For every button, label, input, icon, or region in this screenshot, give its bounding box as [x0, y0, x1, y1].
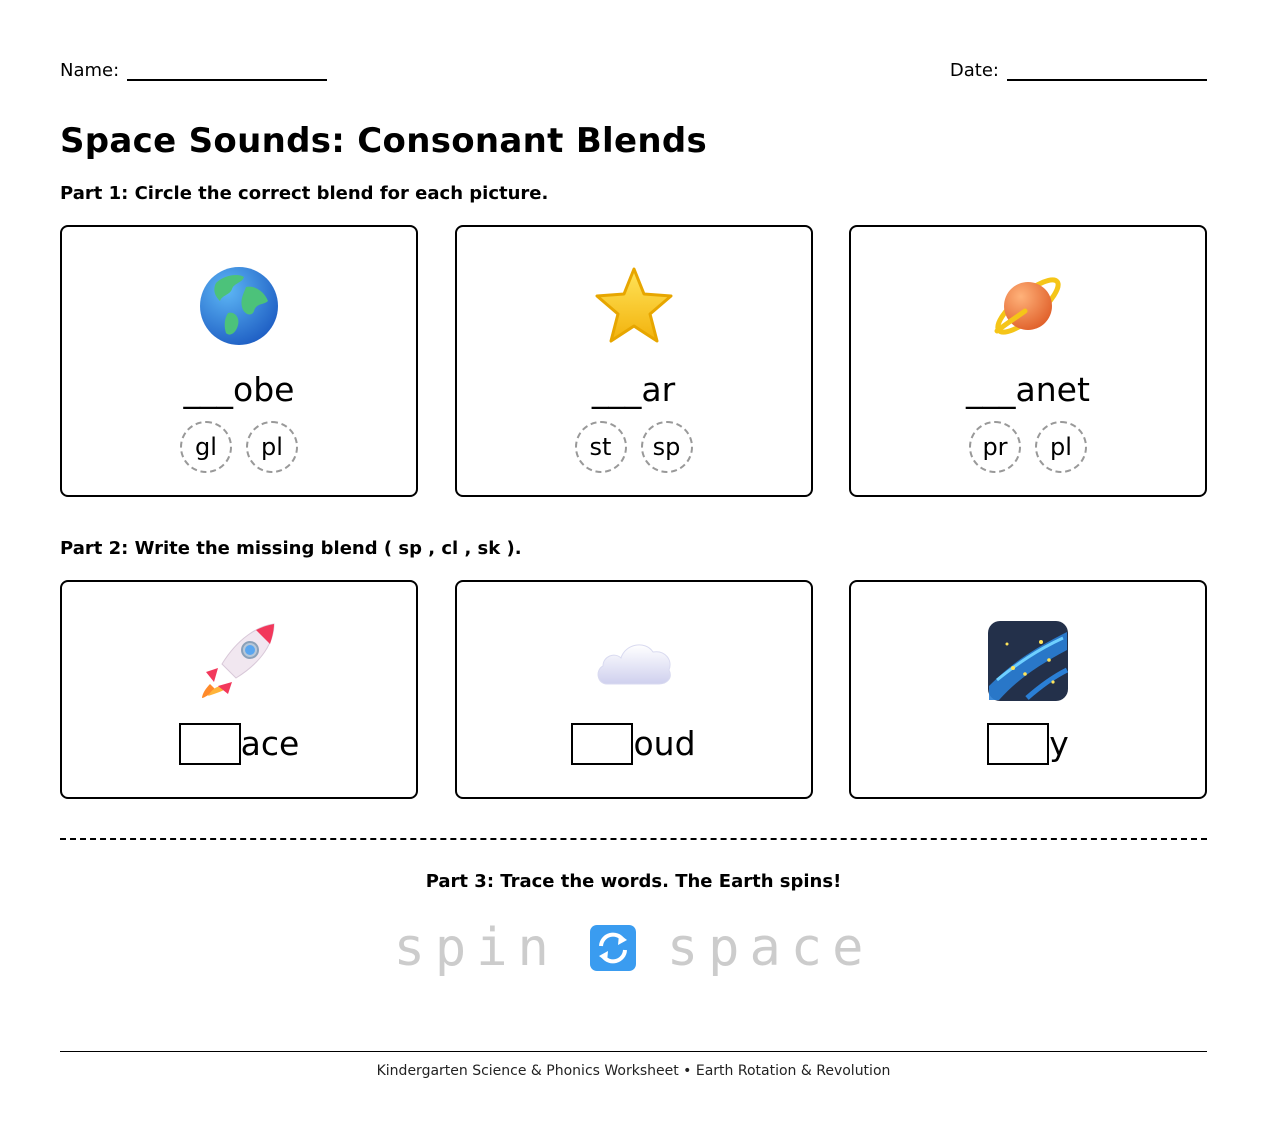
- blend-word: ___ar: [591, 370, 676, 409]
- name-field: [60, 60, 327, 81]
- footer-text: Kindergarten Science & Phonics Worksheet • Earth Rotation & Revolution: [376, 1063, 891, 1079]
- trace-word-spin: spin: [393, 918, 559, 978]
- date-input-line[interactable]: [1007, 63, 1207, 81]
- earth-globe-icon: [198, 265, 280, 347]
- cloud-icon: [593, 620, 675, 702]
- blend-option-st[interactable]: st: [575, 421, 627, 473]
- blend-answer-box[interactable]: [179, 723, 241, 765]
- missing-blend-card-cloud: [455, 580, 813, 799]
- section-divider: [60, 838, 1207, 840]
- missing-blend-word: [851, 723, 1205, 765]
- blend-answer-box[interactable]: [987, 723, 1049, 765]
- trace-row: [60, 918, 1207, 978]
- word-suffix: ace: [240, 724, 300, 763]
- blend-word: ___anet: [966, 370, 1090, 409]
- trace-word-space: space: [666, 918, 874, 978]
- missing-blend-card-space: [60, 580, 418, 799]
- missing-blend-word: [62, 723, 416, 765]
- ringed-planet-icon: [987, 265, 1069, 347]
- part3-heading: Part 3: Trace the words. The Earth spins!: [425, 871, 842, 892]
- blend-options: [62, 421, 416, 473]
- blend-options: [457, 421, 811, 473]
- word-suffix: oud: [633, 724, 696, 763]
- blend-answer-box[interactable]: [571, 723, 633, 765]
- blend-options: [851, 421, 1205, 473]
- name-label: Name:: [60, 60, 120, 81]
- blend-option-gl[interactable]: gl: [180, 421, 232, 473]
- part2-heading: Part 2: Write the missing blend ( sp , cl , sk ).: [60, 538, 522, 559]
- word-suffix: y: [1049, 724, 1069, 763]
- blend-word: ___obe: [183, 370, 295, 409]
- name-input-line[interactable]: [127, 63, 327, 81]
- blend-card-planet: [849, 225, 1207, 497]
- star-icon: [593, 265, 675, 347]
- blend-option-pl[interactable]: pl: [246, 421, 298, 473]
- rocket-icon: [198, 620, 280, 702]
- header-row: [60, 60, 1207, 84]
- milky-way-icon: [987, 620, 1069, 702]
- missing-blend-word: [457, 723, 811, 765]
- date-label: Date:: [949, 60, 999, 81]
- blend-card-star: [455, 225, 813, 497]
- blend-card-globe: [60, 225, 418, 497]
- blend-option-pl[interactable]: pl: [1035, 421, 1087, 473]
- blend-option-sp[interactable]: sp: [641, 421, 693, 473]
- part1-cards: [60, 225, 1207, 497]
- part1-heading: Part 1: Circle the correct blend for each picture.: [60, 183, 549, 204]
- blend-option-pr[interactable]: pr: [969, 421, 1021, 473]
- missing-blend-card-sky: [849, 580, 1207, 799]
- date-field: [950, 60, 1207, 81]
- rotate-arrows-icon: [589, 924, 637, 972]
- part2-cards: [60, 580, 1207, 799]
- page-title: Space Sounds: Consonant Blends: [60, 121, 708, 161]
- footer-rule: [60, 1051, 1207, 1052]
